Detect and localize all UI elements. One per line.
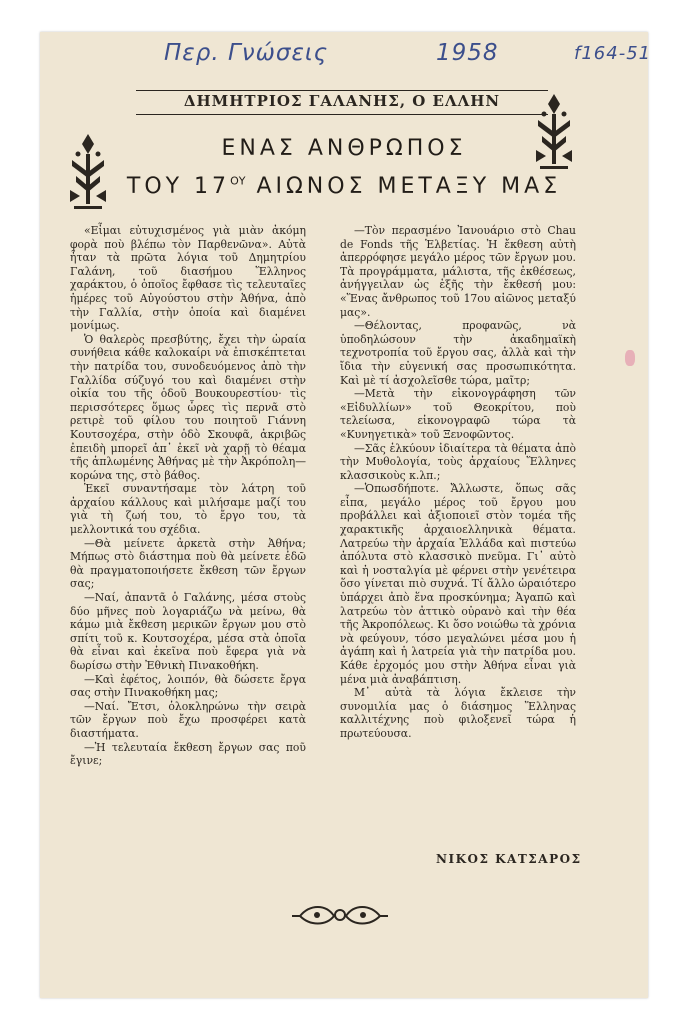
paragraph: —Θέλοντας, προφανῶς, νὰ ὑποδηλώσουν τὴν ἀκαδημαϊκὴ τεχνοτροπία τοῦ ἔργου σας, ἀλλὰ καὶ τὴν ἴδια τὴν εὐγενική σας προσωπικότητα. Καὶ μὲ τί ἀσχολεῖσθε τώρα, μαῖτρ; (340, 319, 576, 387)
author-signature: ΝΙΚΟΣ ΚΑΤΣΑΡΟΣ (436, 852, 582, 866)
ink-stain (625, 350, 635, 366)
article-title-line-1: ΕΝΑΣ ΑΝΘΡΩΠΟΣ (221, 136, 467, 161)
paragraph: —Σᾶς ἑλκύουν ἰδιαίτερα τὰ θέματα ἀπὸ τὴν Μυθολογία, τοὺς ἀρχαίους Ἕλληνες κλασσικοὺς κ.λπ.; (340, 441, 576, 482)
handwritten-year: 1958 (436, 40, 499, 66)
paragraph: —Καὶ ἐφέτος, λοιπόν, θὰ δώσετε ἔργα σας στὴν Πινακοθήκη μας; (70, 672, 306, 700)
header-rule-bottom (136, 114, 548, 115)
right-column (340, 224, 576, 741)
title-part-b: ΑΙΩΝΟΣ ΜΕΤΑΞΥ ΜΑΣ (245, 174, 562, 199)
article-title-line-2 (100, 174, 588, 199)
article-header: ΔΗΜΗΤΡΙΟΣ ΓΑΛΑΝΗΣ, Ο ΕΛΛΗΝ (183, 92, 501, 110)
paragraph: «Εἶμαι εὐτυχισμένος γιὰ μιὰν ἀκόμη φορὰ ποὺ βλέπω τὸν Παρθενῶνα». Αὐτὰ ἦταν τὰ πρῶτα λόγια τοῦ Δημητρίου Γαλάνη, τοῦ διασήμου Ἕλληνος χαράκτου, ὁ ὁποῖος ἔφθασε τὶς τελευταῖες ἡμέρες τοῦ Αὐγούστου στὴν Ἀθήνα, ἀπὸ τὴν Γαλλία, στὴν ὁποία καὶ διαμένει μονίμως. (70, 224, 306, 333)
paragraph: —Τὸν περασμένο Ἰανουάριο στὸ Chau de Fonds τῆς Ἑλβετίας. Ἡ ἔκθεση αὐτὴ ἀπερρόφησε μεγάλο μέρος τῶν ἔργων μου. Τὰ προγράμματα, μάλιστα, τῆς ἐκθέσεως, ἀνήγγειλαν ὡς ἑξῆς τὴν ἔκθεσή μου: «Ἕνας ἄνθρωπος τοῦ 17ου αἰῶνος μεταξύ μας». (340, 224, 576, 319)
title-superscript: ΟΥ (230, 174, 246, 188)
paragraph: —Ναί. Ἔτσι, ὁλοκληρώνω τὴν σειρὰ τῶν ἔργων ποὺ ἔχω προσφέρει κατὰ διαστήματα. (70, 699, 306, 740)
handwritten-source: Περ. Γνώσεις (164, 40, 329, 66)
left-column (70, 224, 306, 768)
paragraph: —Ἡ τελευταία ἔκθεση ἔργων σας ποῦ ἔγινε; (70, 740, 306, 768)
handwritten-reference: f164-51 (574, 43, 652, 64)
paragraph: —Ὁπωσδήποτε. Ἄλλωστε, ὅπως σᾶς εἶπα, μεγάλο μέρος τοῦ ἔργου μου προβάλλει καὶ ἀξιοποιεῖ στὸν τομέα τῆς χαρακτικῆς ἀρχαιοελληνικὰ θέματα. Λατρεύω τὴν ἀρχαία Ἑλλάδα καὶ πιστεύω ἀπόλυτα στὸ κλασσικὸ πνεῦμα. Γι᾿ αὐτὸ καὶ ἡ νοσταλγία μὲ φέρνει στὴν γενέτειρα ὅσο γίνεται πιὸ συχνά. Τί ἄλλο ὡραιότερο ὑπάρχει ἀπὸ ἕνα προσκύνημα; Ἀγαπῶ καὶ λατρεύω τὸν ἀττικὸ οὐρανὸ καὶ τὴν θέα τῆς Ἀκροπόλεως. Κι ὅσο νοιώθω τὰ χρόνια νὰ φεύγουν, τόσο μεγαλώνει μέσα μου ἡ ἀγάπη καὶ ἡ λατρεία γιὰ τὴν πατρίδα μου. Κάθε ἐρχομός μου στὴν Ἀθήνα εἶναι γιὰ μένα μιὰ ἀναβάπτιση. (340, 482, 576, 686)
title-part-a: ΤΟΥ 17 (126, 174, 231, 199)
newspaper-clipping (40, 32, 652, 998)
floral-ornament-icon (290, 900, 390, 930)
header-rule-top (136, 90, 548, 91)
paragraph: —Μετὰ τὴν εἰκονογράφηση τῶν «Εἰδυλλίων» τοῦ Θεοκρίτου, ποὺ τελείωσα, εἰκονογραφῶ τώρα τὰ «Κυνηγετικὰ» τοῦ Ξενοφῶντος. (340, 387, 576, 441)
paragraph: Μ᾿ αὐτὰ τὰ λόγια ἔκλεισε τὴν συνομιλία μας ὁ διάσημος Ἕλληνας καλλιτέχνης ποὺ φιλοξενεῖ τώρα ἡ πρωτεύουσα. (340, 686, 576, 740)
paragraph: —Θὰ μείνετε ἀρκετὰ στὴν Ἀθήνα; Μήπως στὸ διάστημα ποὺ θὰ μείνετε ἐδῶ θὰ πραγματοποιήσετε ἔκθεση τῶν ἔργων σας; (70, 536, 306, 591)
paragraph: —Ναί, ἀπαντᾶ ὁ Γαλάνης, μέσα στοὺς δύο μῆνες ποὺ λογαριάζω νὰ μείνω, θὰ κάμω μιὰ ἔκθεση μερικῶν ἔργων μου στὸ σπίτι τοῦ κ. Κουτσοχέρα, μέσα στὰ ὁποῖα θὰ εἶναι καὶ ἐκεῖνα ποὺ ἔφερα γιὰ νὰ δωρίσω στὴν Ἐθνικὴ Πινακοθήκη. (70, 591, 306, 672)
paragraph: Ἐκεῖ συναντήσαμε τὸν λάτρη τοῦ ἀρχαίου κάλλους καὶ μιλήσαμε μαζί του γιὰ τὴ ζωή του, τὸ ἔργο του, τὰ μελλοντικά του σχέδια. (70, 482, 306, 537)
paragraph: Ὁ θαλερὸς πρεσβύτης, ἔχει τὴν ὡραία συνήθεια κάθε καλοκαίρι νὰ ἐπισκέπτεται τὴν πατρίδα του, συνοδευόμενος ἀπὸ τὴν Γαλλίδα σύζυγό του καὶ διαμένει στὴν οἰκία του τῆς ὁδοῦ Βουκουρεστίου· τὶς περισσότερες ὅμως ὧρες τὶς περνᾶ στὸ ρετιρὲ τοῦ φίλου του ποιητοῦ Γιάννη Κουτσοχέρα, στὴν ὁδὸ Σκουφᾶ, ἀκριβῶς ἐπειδὴ μπορεῖ ἀπ᾿ ἐκεῖ νὰ χαρῇ τὸ θέαμα τῆς ἁπλωμένης Ἀθήνας μὲ τὴν Ἀκρόπολη—κορώνα της, στὸ βάθος. (70, 332, 306, 482)
